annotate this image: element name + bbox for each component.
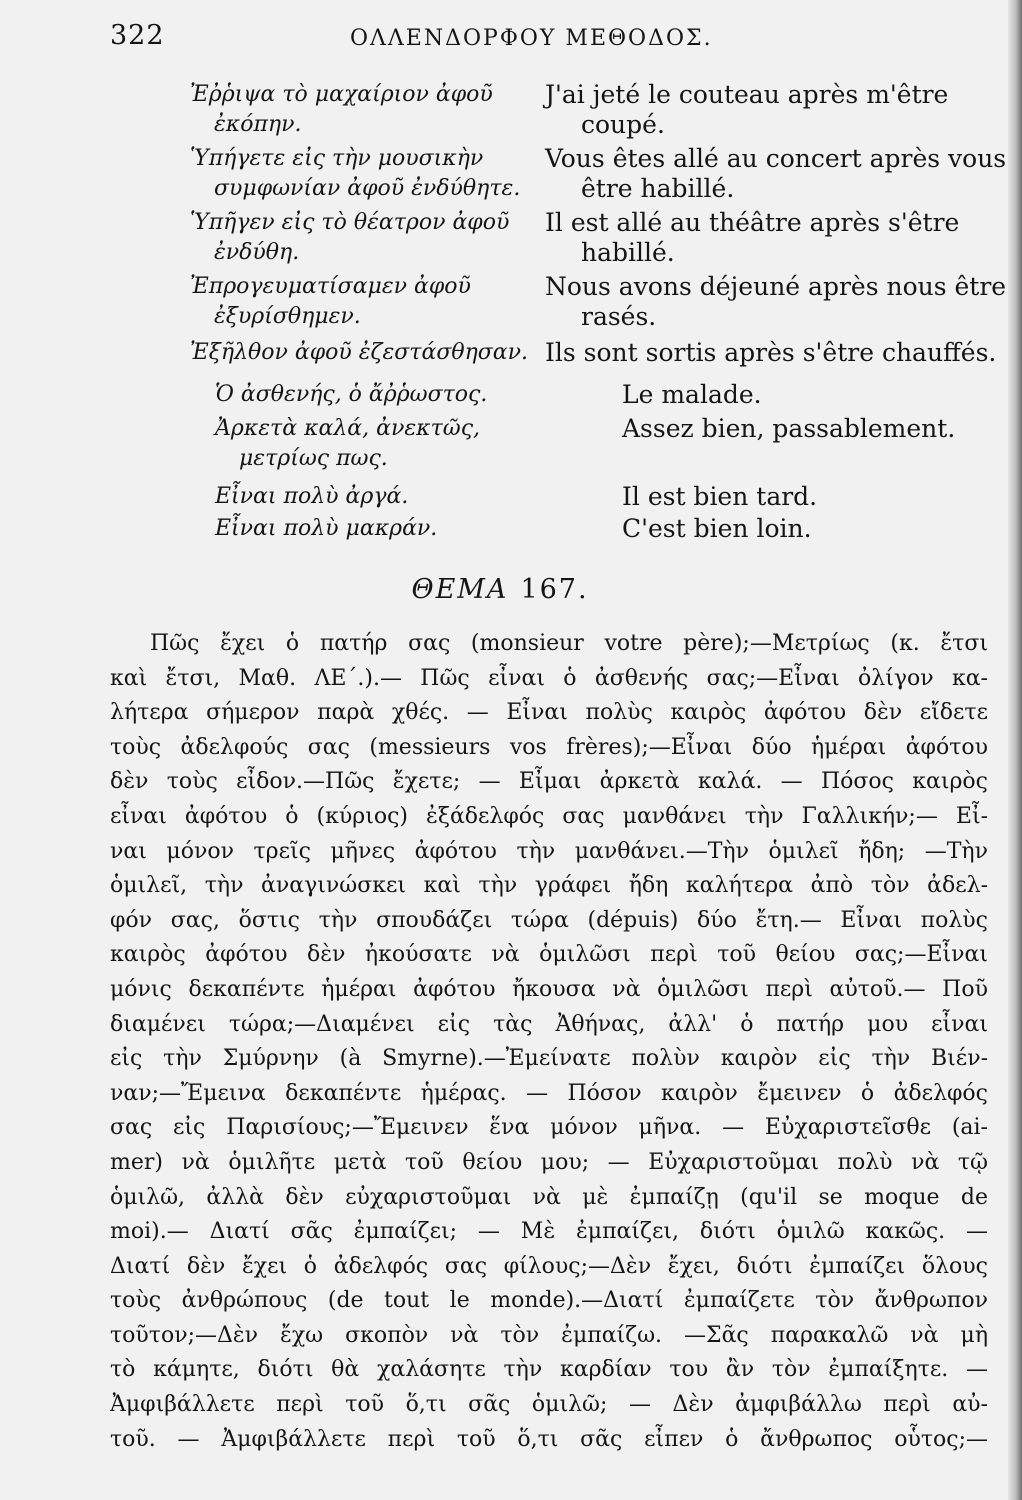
text-line: τοὺς ἀνθρώπους (de tout le monde).—Διατί ἐμπαίζετε τὸν ἄνθρωπον [110, 1288, 988, 1314]
text-line: μόνις δεκαπέντε ἡμέραι ἀφότου ἤκουσα νὰ ὁμιλῶσι περὶ αὐτοῦ.— Ποῦ [110, 976, 988, 1002]
text-line: φόν σας, ὅστις τὴν σπουδάζει τώρα (dépuis) δύο ἔτη.— Εἶναι πολὺς [110, 907, 988, 933]
french-phrase: Ils sont sortis après s'être chauffés. [545, 338, 997, 367]
text-line: τοῦ. — Ἀμφιβάλλετε περὶ τοῦ ὅ,τι σᾶς εἶπεν ὁ ἄνθρωπος οὗτος;— [110, 1426, 988, 1452]
greek-phrase: Εἶναι πολὺ μακράν. [215, 516, 438, 541]
french-phrase: Vous êtes allé au concert après vous être habillé. [545, 144, 1007, 203]
french-phrase: Il est bien tard. [622, 482, 818, 511]
greek-phrase: Ὑπήγετε εἰς τὴν μουσικὴν συμφωνίαν ἀφοῦ ἐνδύθητε. [190, 146, 521, 201]
text-line: ναι μόνον τρεῖς μῆνες ἀφότου τὴν μανθάνει.—Τὴν ὁμιλεῖ ἤδη; —Τὴν [110, 838, 988, 864]
text-line: ὁμιλεῖ, τὴν ἀναγινώσκει καὶ τὴν γράφει ἤδη καλήτερα ἀπὸ τὸν ἀδελ- [110, 873, 988, 899]
french-phrase: Le malade. [622, 380, 762, 409]
text-line: καιρὸς ἀφότου δὲν ἠκούσατε νὰ ὁμιλῶσι περὶ τοῦ θείου σας;—Εἶναι [110, 942, 988, 968]
text-line: moi).— Διατί σᾶς ἐμπαίζει; — Μὲ ἐμπαίζει, διότι ὁμιλῶ κακῶς. — [110, 1219, 988, 1245]
text-line: Ἀμφιβάλλετε περὶ τοῦ ὅ,τι σᾶς ὁμιλῶ; — Δὲν ἀμφιβάλλω περὶ αὐ- [110, 1392, 988, 1418]
text-line: τὸ κάμητε, διότι θὰ χαλάσητε τὴν καρδίαν του ἂν τὸν ἐμπαίξητε. — [110, 1357, 988, 1383]
theme-number: 167. [520, 574, 589, 605]
text-line: ναν;—Ἔμεινα δεκαπέντε ἡμέρας. — Πόσον καιρὸν ἔμεινεν ὁ ἀδελφός [110, 1080, 988, 1106]
text-line: τοῦτον;—Δὲν ἔχω σκοπὸν νὰ τὸν ἐμπαίζω. —Σᾶς παρακαλῶ νὰ μὴ [110, 1322, 988, 1348]
greek-phrase: Ἐπρογευματίσαμεν ἀφοῦ ἐξυρίσθημεν. [190, 274, 471, 329]
french-phrase: Il est allé au théâtre après s'être habillé. [545, 208, 960, 267]
text-line: ὁμιλῶ, ἀλλὰ δὲν εὐχαριστοῦμαι νὰ μὲ ἐμπαίζῃ (qu'il se moque de [110, 1184, 988, 1210]
text-line: λήτερα σήμερον παρὰ χθές. — Εἶναι πολὺς καιρὸς ἀφότου δὲν εἴδετε [110, 700, 988, 726]
running-head: ΟΛΛΕΝΔΟΡΦΟΥ ΜΕΘΟΔΟΣ. [350, 26, 713, 51]
page-number: 322 [110, 20, 165, 51]
greek-phrase: Ἀρκετὰ καλά, ἀνεκτῶς, μετρίως πως. [215, 416, 481, 471]
french-phrase: C'est bien loin. [622, 514, 812, 543]
theme-label: ΘΕΜΑ [411, 574, 509, 605]
text-line: Διατί δὲν ἔχει ὁ ἀδελφός σας φίλους;—Δὲν ἔχει, διότι ἐμπαίζει ὅλους [110, 1253, 988, 1279]
greek-phrase: Ἐξῆλθον ἀφοῦ ἐζεστάσθησαν. [190, 340, 529, 365]
text-line: διαμένει τώρα;—Διαμένει εἰς τὰς Ἀθήνας, ἀλλ' ὁ πατήρ μου εἶναι [110, 1011, 988, 1037]
french-phrase: Assez bien, passablement. [622, 414, 956, 443]
exercise-text [110, 627, 988, 1457]
text-line: εἰς τὴν Σμύρνην (à Smyrne).—Ἐμείνατε πολὺν καιρὸν εἰς τὴν Βιέν- [110, 1046, 988, 1072]
french-phrase: J'ai jeté le couteau après m'être coupé. [545, 80, 949, 139]
greek-phrase: Ἐῤῥιψα τὸ μαχαίριον ἀφοῦ ἐκόπην. [190, 82, 493, 137]
french-phrase: Nous avons déjeuné après nous être rasés. [545, 272, 1007, 331]
greek-phrase: Εἶναι πολὺ ἀργά. [215, 484, 409, 509]
page-header [0, 18, 1000, 68]
text-line: Πῶς ἔχει ὁ πατήρ σας (monsieur votre père);—Μετρίως (κ. ἔτσι [150, 631, 988, 656]
text-line: εἶναι ἀφότου ὁ (κύριος) ἐξάδελφός σας μανθάνει τὴν Γαλλικήν;— Εἶ- [110, 803, 988, 829]
greek-phrase: Ὁ ἀσθενής, ὁ ἄῤῥωστος. [215, 382, 488, 407]
text-line: καὶ ἔτσι, Μαθ. ΛΕ΄.).— Πῶς εἶναι ὁ ἀσθενής σας;—Εἶναι ὀλίγον κα- [110, 665, 988, 691]
theme-heading [0, 574, 1000, 605]
text-line: τοὺς ἀδελφούς σας (messieurs vos frères);—Εἶναι δύο ἡμέραι ἀφότου [110, 734, 988, 760]
text-line: σας εἰς Παρισίους;—Ἔμεινεν ἕνα μόνον μῆνα. — Εὐχαριστεῖσθε (ai- [110, 1115, 988, 1141]
text-line: δὲν τοὺς εἶδον.—Πῶς ἔχετε; — Εἶμαι ἀρκετὰ καλά. — Πόσος καιρὸς [110, 769, 988, 795]
text-line: mer) νὰ ὁμιλῆτε μετὰ τοῦ θείου μου; — Εὐχαριστοῦμαι πολὺ νὰ τῷ [110, 1149, 988, 1175]
greek-phrase: Ὑπῆγεν εἰς τὸ θέατρον ἀφοῦ ἐνδύθη. [190, 210, 510, 265]
